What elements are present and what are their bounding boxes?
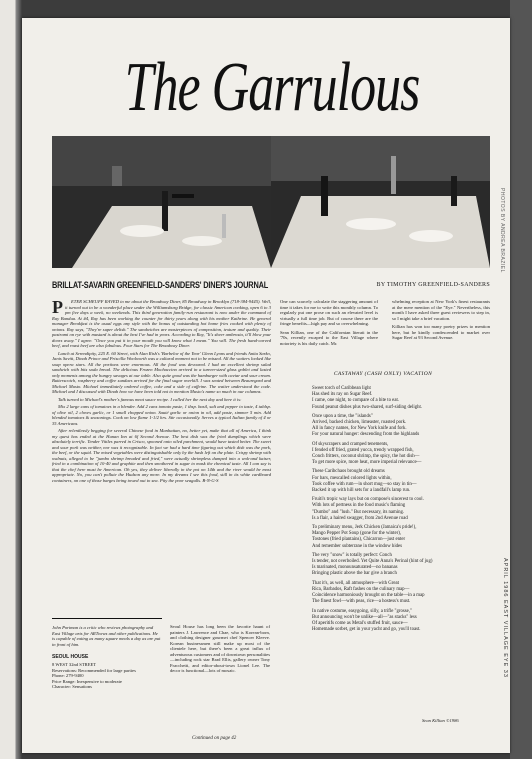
byline: BY TIMOTHY GREENFIELD-SANDERS [376,282,490,288]
intro-column-a [280,299,378,355]
poem-stanza: These Caribchaos brought old dreams For bars, mescalled colored lights within, Took coffee with rum—in short mug—so stay in tin— Backed it up with hill sets for a landfall's lamp run. [312,469,417,494]
photo-credit: PHOTOS BY ANDREA BRAZIEL [499,188,505,273]
article-body-right-top [280,299,490,359]
review-seoul-house: Seoul House has long been the favorite haunt of painters J. Lawrence and Chae, who is Korean-born, and clothing designer gourmet chef Spencer Kleeve. Korean businessmen still make up most of the clientele here, but there's been a great influx of adventurous customers and of downtown personalities—including rock star Brad Ellis, gallery owner Tony Fracchetti, and editor-about-town Lionel Lee. The decor is functional—lots of mosaic. [170,624,270,673]
photo-dining-table-left [52,136,271,268]
reviewer-info-box [52,618,162,739]
restaurant-address: 8 WEST 32nd STREET [52,661,97,667]
photo-left-image [52,136,271,268]
poem-stanza: In native costume, easygoing, silly, a trifle "grosse," But announcing won't be unlike—all—"as stacks" less Of aperitifs come as Metal's stuffed fruit, sauce— Homemade sorbet, get in your yacht and go, you'll toast. [312,608,421,633]
poem-stanza: Of skyscrapers and cramped tenements, I fended off fried, grated yucca, trendy wrapped fish, Conch fritters, coconut shrimp, the spicy, the hot dish— To get more spice, more heat, more imperial relevance— [312,441,422,466]
poem-body [312,386,487,726]
poem-stanza: That it's, as well, all atmosphere—with Great Rica, Barbados, Raft fashes on the culinary map— Coincidence harmoniously brought on the table—in a map The finest fowl—with peas, rice—a hostess's must. [312,580,425,605]
restaurant-reservations: Reservations: Recommended for large parties [52,667,136,673]
scan-background [510,0,532,759]
page-folio: APRIL 1986 EAST VILLAGE EYE 33 [502,558,508,678]
intro-a-text: One can scarcely calculate the staggering amount of time it takes for me to write this monthly column. To regularly put one prose on such an elevated level is virtually a full time job. But of course there are the fringe benefits—high pay and so overwhelming. [280,299,378,326]
poem-stanza: Sweet torch of Caribbean light Has shed its ray on Sugar Reef. I came, one night, to compare of a bite to eat. Found peanut dishes plus two-shared, surf-siding delight. [312,386,423,410]
intro-column-b [392,299,490,355]
paragraph-2: Lunch at Serendipity, 225 E. 60 Street, with Alan Rish's 'Barbeloe of the Year' Glenn Lyons and friends Anita Sarko, Janis Savitt, Dinah Prince and Priscilla Woolworth was a cultural moment not to be missed. All the waiters looked like soap opera stars. All the portions were enormous. All the food was devoured. I had an excellent shrimp salad sandwich with bits soda bread. The delicious Frozen Mochaccino arrived in a tureen-sized glass goblet and lasted only moments among the hungry savages at our table. Also quite good was the hamburger with caviar and sour cream. Butterscotch, raspberry and coffee sundaes arrived for the final sugar overkill. I was seated between Beauregard and Michael Musto. Michael immediately ordered coffee, coke and a side of caffeine. The waiter understood the code. Michael and I discussed with Dinah how we have been told not to mention Musto's name so much in our columns. [52,350,271,394]
drop-cap: P [52,297,63,317]
intro-b-text-2: Killian has won too many poetry prizes to mention here, but he kindly condescended to market over Sugar Reef at 93 Second Avenue. [392,324,490,340]
paragraph-3: Talk turned to Michael's mother's famous meat sauce recipe. I called her the next day and here it is: [58,396,242,402]
recipe-paragraph: Mix 2 large cans of tomatoes in a blender. Add 2 cans tomato paste, 1 tbsp. basil, salt and pepper to taste, 4 tablsp. of olive oil, 2 cloves garlic, or 1 small chopped onion. Sauté garlic or onion in oil, add paste, simmer 5 min. Add blended tomatoes & seasonings. Cook on low flame 1-1/2 hrs. Stir occasionally. Serves a typical Italian family of 4 or 35 Americans. [52,404,271,426]
intro-a-text-2: Sean Killian, one of the Californian literati in the '70s, recently escaped to the East Village where notoriety is his daily catch. Mr. [280,329,378,346]
restaurant-phone: Phone: 279-9400 [52,673,84,679]
poem-title: CASTAWAY (CASH ONLY) VACATION [333,371,433,377]
column-title: BRILLAT-SAVARIN GREENFIELD-SANDERS' DINER'S JOURNAL [52,280,269,290]
intro-b-text: whelming reception at New York's finest restaurants at the mere mention of the "Eye." Nevertheless, this month I have asked three guest reviewers to step in, so I might take a brief vacation. [392,299,490,321]
paragraph-1 [52,299,271,349]
article-title: The Garrulous [124,49,420,127]
poem-stanza: Once upon a time, the "islands" Arrived, backed chicken, limeaster, roasted pork. All in fancy names, for New York knife and fork. For your natural hunger: descending from the highlands [312,413,420,438]
poem-stanza: The very "snow" is totally perfect: Conch Is tender, not overboiled. Yet Quite Anna's Perinal (hint of jug) Is marinated, monounsaturated—no bananas Bringing plastic above the bar give a branch [312,552,433,577]
photo-dining-table-right [271,136,490,268]
magazine-page [22,18,510,753]
column-header [52,280,490,292]
poem-stanza: Fruiti's tropic way lays but on compose's sincerest to cool. With lots of pertness in the food music's flaming "Dumbo" and "lush." But necessary, its naming. Is a flair, a haired swagger, from 2nd Avenue road [312,497,424,521]
article-body-left [52,299,271,609]
adjacent-page-edge [0,0,22,759]
restaurant-price: Price Range: Inexpensive to moderate [52,678,122,684]
poem-signature: Sean Killian ©1986 [422,718,459,723]
continued-note: Continued on page 42 [192,736,237,741]
poem-stanza: To preliminary menu, Jerk Chicken (Jamaica's pride!), Mango Pepper Pot Soup (gone for the winter), Tostones (fried plantains), Chicarron—just enter And remember subterrane in the window hides [312,525,417,549]
restaurant-name: SEOUL HOUSE [52,654,89,661]
paragraph-5: After relentlessly begging for several Chinese food in Manhattan, no, better yet, make that all of America, I think my quest has ended at the Hunan Inn at 6f Second Avenue. The best dish was the fried dumplings which were absolutely terrific. Tender Vittles parred in Crisco, spooned onto oiled parchment, would have tasted better. The sweet and sour pork was neither, nor was it recognizable. In fact we had a hard time figuring out which dish was the pork, the beef, or the squid. The mixed vegetables were distinguishable only by the hash left on the plate. Crispy shrimp with walnuts, alleged to be "jumbo shrimp breaded and fried," were actually shrimpless dumped into a wok-and kaiser, fried in a combination of 10-40 and graphite and then smothered in sugar to mask the chemical taste. All I can say is that the chef here must be American. Oh yes, they deliver liberally in the pot on 14th and the river would be most appropriate. No, you can't pollute the Hudson any more. In my dreams I see this food, still in its white cardboard containers, on one of those barges being towed out to sea. Pity the poor seagulls. B-N-G-S [52,428,271,483]
paragraph-1-text: ETER SCHEUFF RAVED to me about the Broadway Diner, 85 Broadway in Brooklyn (718-384-9445). Well, it turned out to be a wonderful place under the Williamsburg Bridge, for classic American cooking, open 6 to 3 pm five days a week, no weekends. This third generation family-run restaurant is now under the command of Ray Bandua. At #4, Ray has been working the counter for thirty years along with his mother Kathrine. He general manager Breakfast is the usual eggs any style with the bonus of outstanding hot home fries cooked with plenty of onions. Ray says, "They're super delish." The sandwiches are masterpieces of composition, texture and quality. Their pastrami on rye with mustard is about the best I've had in years. According to Ray, "It's sheer ambrosia, it'll blow your doors away." I agree. "Once you put it in your mouth you will know what I mean." You will. The fresh hand-carved beef, and roast beef are also fabulous. Four Stars for The Broadway Diner. [52,299,271,348]
restaurant-character: Character: Sensations [52,684,92,690]
photo-right-image [271,136,490,268]
reviewer-bio: John Portman is a critic who reviews photography and East Village arts for ARTnews and other publications. He is capable of eating as many square meals a day as are put in front of him. [52,625,161,647]
